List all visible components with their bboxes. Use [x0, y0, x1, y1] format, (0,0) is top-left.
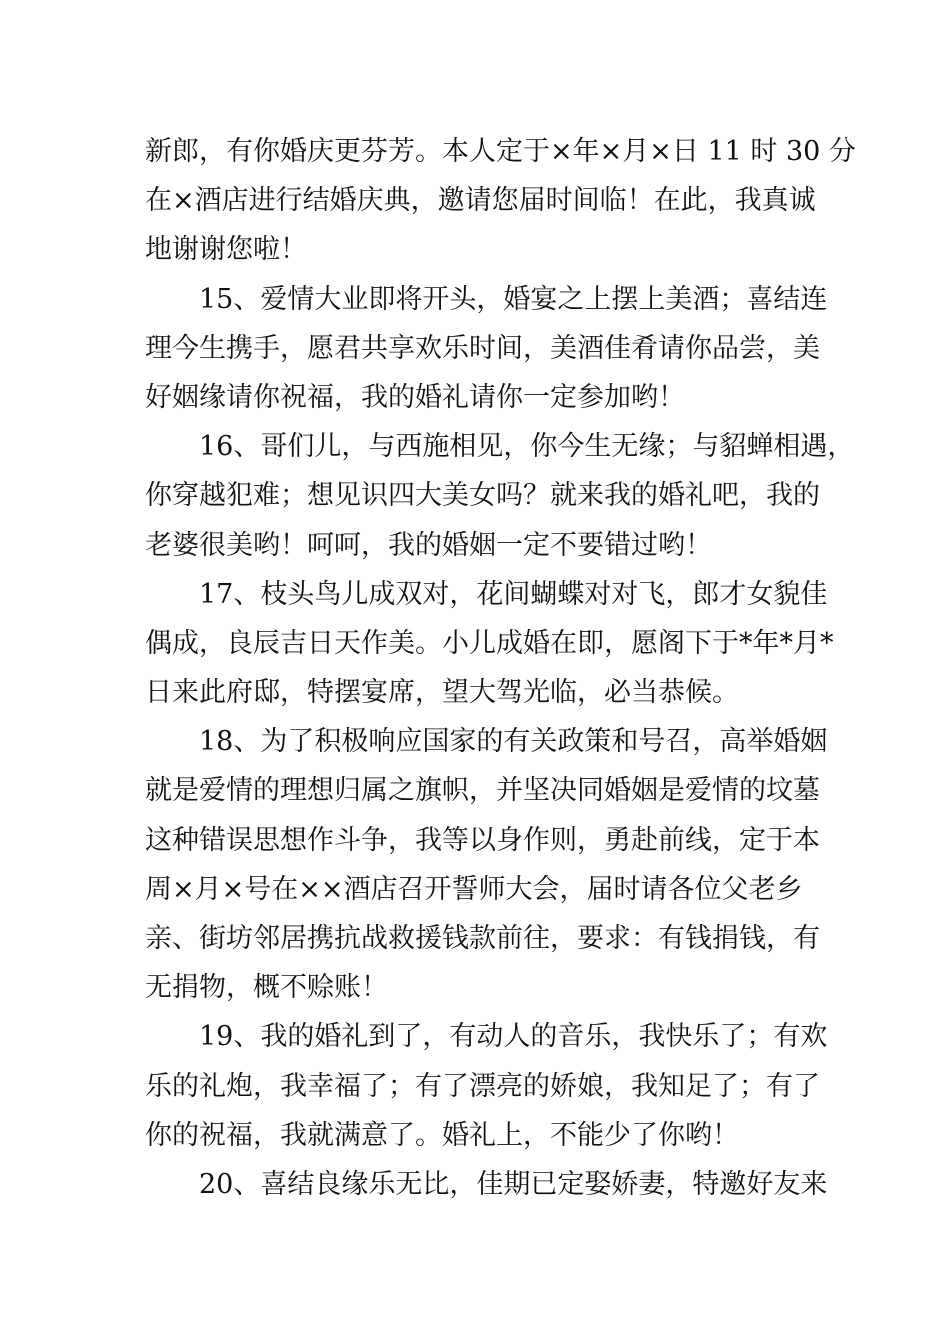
text-line: 19、我的婚礼到了，有动人的音乐，我快乐了；有欢: [199, 1021, 828, 1053]
paragraph-16: [145, 422, 855, 570]
paragraph-15: [145, 275, 828, 423]
text-line: 无捐物，概不赊账！: [145, 972, 388, 1004]
text-line: 老婆很美哟！呵呵，我的婚姻一定不要错过哟！: [145, 529, 712, 561]
text-line: 周×月×号在××酒店召开誓师大会，届时请各位父老乡: [145, 873, 803, 905]
text-line: 你的祝福，我就满意了。婚礼上，不能少了你哟！: [145, 1119, 739, 1151]
text-line: 地谢谢您啦！: [145, 234, 307, 266]
text-line: 偶成，良辰吉日天作美。小儿成婚在即，愿阁下于*年*月*: [145, 627, 834, 659]
paragraph-17: [145, 570, 834, 718]
text-line: 乐的礼炮，我幸福了；有了漂亮的娇娘，我知足了；有了: [145, 1070, 820, 1102]
paragraph-19: [145, 1012, 828, 1160]
text-line: 好姻缘请你祝福，我的婚礼请你一定参加哟！: [145, 381, 685, 413]
paragraph-14-continued: [145, 127, 856, 275]
text-line: 你穿越犯难；想见识四大美女吗？就来我的婚礼吧，我的: [145, 480, 820, 512]
text-line: 15、爱情大业即将开头，婚宴之上摆上美酒；喜结连: [199, 283, 828, 315]
text-line: 20、喜结良缘乐无比，佳期已定娶娇妻，特邀好友来: [199, 1168, 828, 1200]
text-line: 新郎，有你婚庆更芬芳。本人定于×年×月×日 11 时 30 分: [145, 136, 856, 167]
text-line: 理今生携手，愿君共享欢乐时间，美酒佳肴请你品尝，美: [145, 332, 820, 364]
paragraph-18: [145, 717, 828, 1012]
text-line: 日来此府邸，特摆宴席，望大驾光临，必当恭候。: [145, 677, 739, 709]
text-line: 亲、街坊邻居携抗战救援钱款前往，要求：有钱捐钱，有: [145, 923, 820, 954]
text-line: 17、枝头鸟儿成双对，花间蝴蝶对对飞，郎才女貌佳: [199, 578, 828, 610]
text-line: 就是爱情的理想归属之旗帜，并坚决同婚姻是爱情的坟墓: [145, 775, 820, 807]
text-line: 这种错误思想作斗争，我等以身作则，勇赴前线，定于本: [145, 824, 820, 856]
text-line: 16、哥们儿，与西施相见，你今生无缘；与貂蝉相遇，: [199, 431, 855, 463]
text-line: 在×酒店进行结婚庆典，邀请您届时间临！在此，我真诚: [145, 185, 816, 217]
paragraph-20: [145, 1160, 828, 1209]
text-line: 18、为了积极响应国家的有关政策和号召，高举婚姻: [199, 726, 828, 758]
document-body: [145, 127, 856, 1209]
